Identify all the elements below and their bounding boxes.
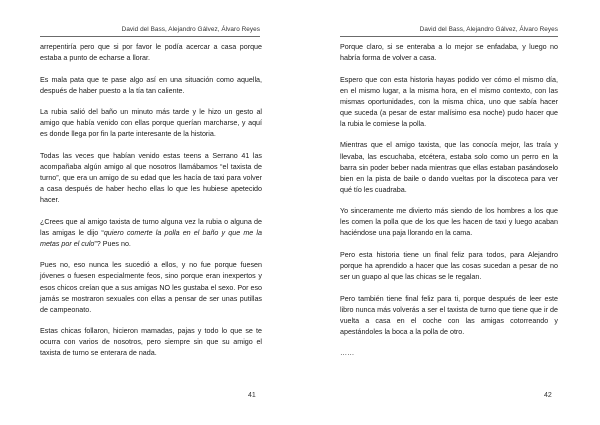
body-text [340,42,558,370]
paragraph [40,326,262,359]
body-text [40,42,262,370]
text-run: Yo sinceramente me divierto más siendo de los hombres a los que les comen la polla que de los que les hacen de taxi y luego acaban haciéndose una paja llorando en la cama. [340,207,558,238]
text-run: Porque claro, si se enteraba a lo mejor se enfadaba, y luego no habría forma de volver a casa. [340,43,558,63]
text-run: Pero también tiene final feliz para ti, porque después de leer este libro nunca más volverás a ser el taxista de turno que tiene que ir de vuelta a casa en el coche con las amigas cotorreando y apestándoles la boca a la polla de otro. [340,294,558,336]
text-run: Estas chicas follaron, hicieron mamadas, pajas y todo lo que se te ocurra con varios de nosotros, pero siempre sin que su amigo el taxista de turno se enterara de nada. [40,327,262,358]
text-run: arrepentiría pero que si por favor le podía acercar a casa porque estaba a punto de echarse a llorar. [40,43,262,63]
header-rule [340,36,558,37]
text-run: Espero que con esta historia hayas podido ver cómo el mismo día, en el mismo lugar, a la misma hora, en el mismo contexto, con las mismas oportunidades, con la misma chica, uno que sabía hacer que suceda (a pesar de estar malísimo esa noche) pudo hacer que la rubia le comiese la polla. [340,75,558,128]
paragraph [40,217,262,250]
paragraph [40,42,262,64]
text-run: Es mala pata que te pase algo así en una situación como aquella, después de haber puesto a la tía tan caliente. [40,75,262,95]
paragraph [340,75,558,130]
paragraph [340,206,558,239]
running-head: David del Bass, Alejandro Gálvez, Álvaro Reyes [121,26,260,33]
page-number: 42 [544,392,552,399]
text-run: La rubia salió del baño un minuto más tarde y le hizo un gesto al amigo que había venido con ellas porque querían marcharse, y aquí es donde llega por fin la parte interesante de la historia. [40,108,262,139]
paragraph [340,42,558,64]
header-rule [40,36,260,37]
text-run: …… [340,349,355,358]
paragraph [340,140,558,195]
paragraph [340,250,558,283]
paragraph [40,107,262,140]
text-run: Mientras que el amigo taxista, que las conocía mejor, las traía y llevaba, las escuchaba, etcétera, estaba solo como un perro en la barra sin poder beber nada mientras que ellas estaban pasándoselo bien en la pista de baile o dando vueltas por la discoteca para ver qué tío les cuadraba. [340,141,558,194]
text-run: ”? Pues no. [94,239,131,248]
paragraph [40,151,262,206]
right-page [300,0,600,425]
running-head: David del Bass, Alejandro Gálvez, Álvaro Reyes [419,26,558,33]
paragraph [340,348,558,359]
text-run: Pues no, eso nunca les sucedió a ellos, y no fue porque fuesen jóvenes o fuesen especialmente feos, sino porque eran inexpertos y esos chicos creían que a sus amigas NO les gustaba el sexo. Por eso jamás se mostraron sexuales con ellas a pensar de ser unas putillas de campeonato. [40,261,262,314]
paragraph [40,260,262,315]
page-number: 41 [248,392,256,399]
italic-text-run: quiero comerte la polla en el baño y que me la metas por el culo [40,228,262,248]
text-run: Pero esta historia tiene un final feliz para todos, para Alejandro porque ha aprendido a hacer que las cosas sucedan a pesar de no ser un guapo al que las chicas se le regalan. [340,250,558,282]
text-run: Todas las veces que habían venido estas teens a Serrano 41 las acompañaba algún amigo al que nosotros llamábamos “el taxista de turno”, que era un amigo de su edad que les hacía de taxi para volver a casa después de haber hecho ellas lo que les hubiese apetecido hacer. [40,151,262,205]
paragraph [340,294,558,338]
paragraph [40,75,262,97]
text-run: ¿Crees que al amigo taxista de turno alguna vez la rubia o alguna de las amigas le dijo “ [40,217,262,237]
